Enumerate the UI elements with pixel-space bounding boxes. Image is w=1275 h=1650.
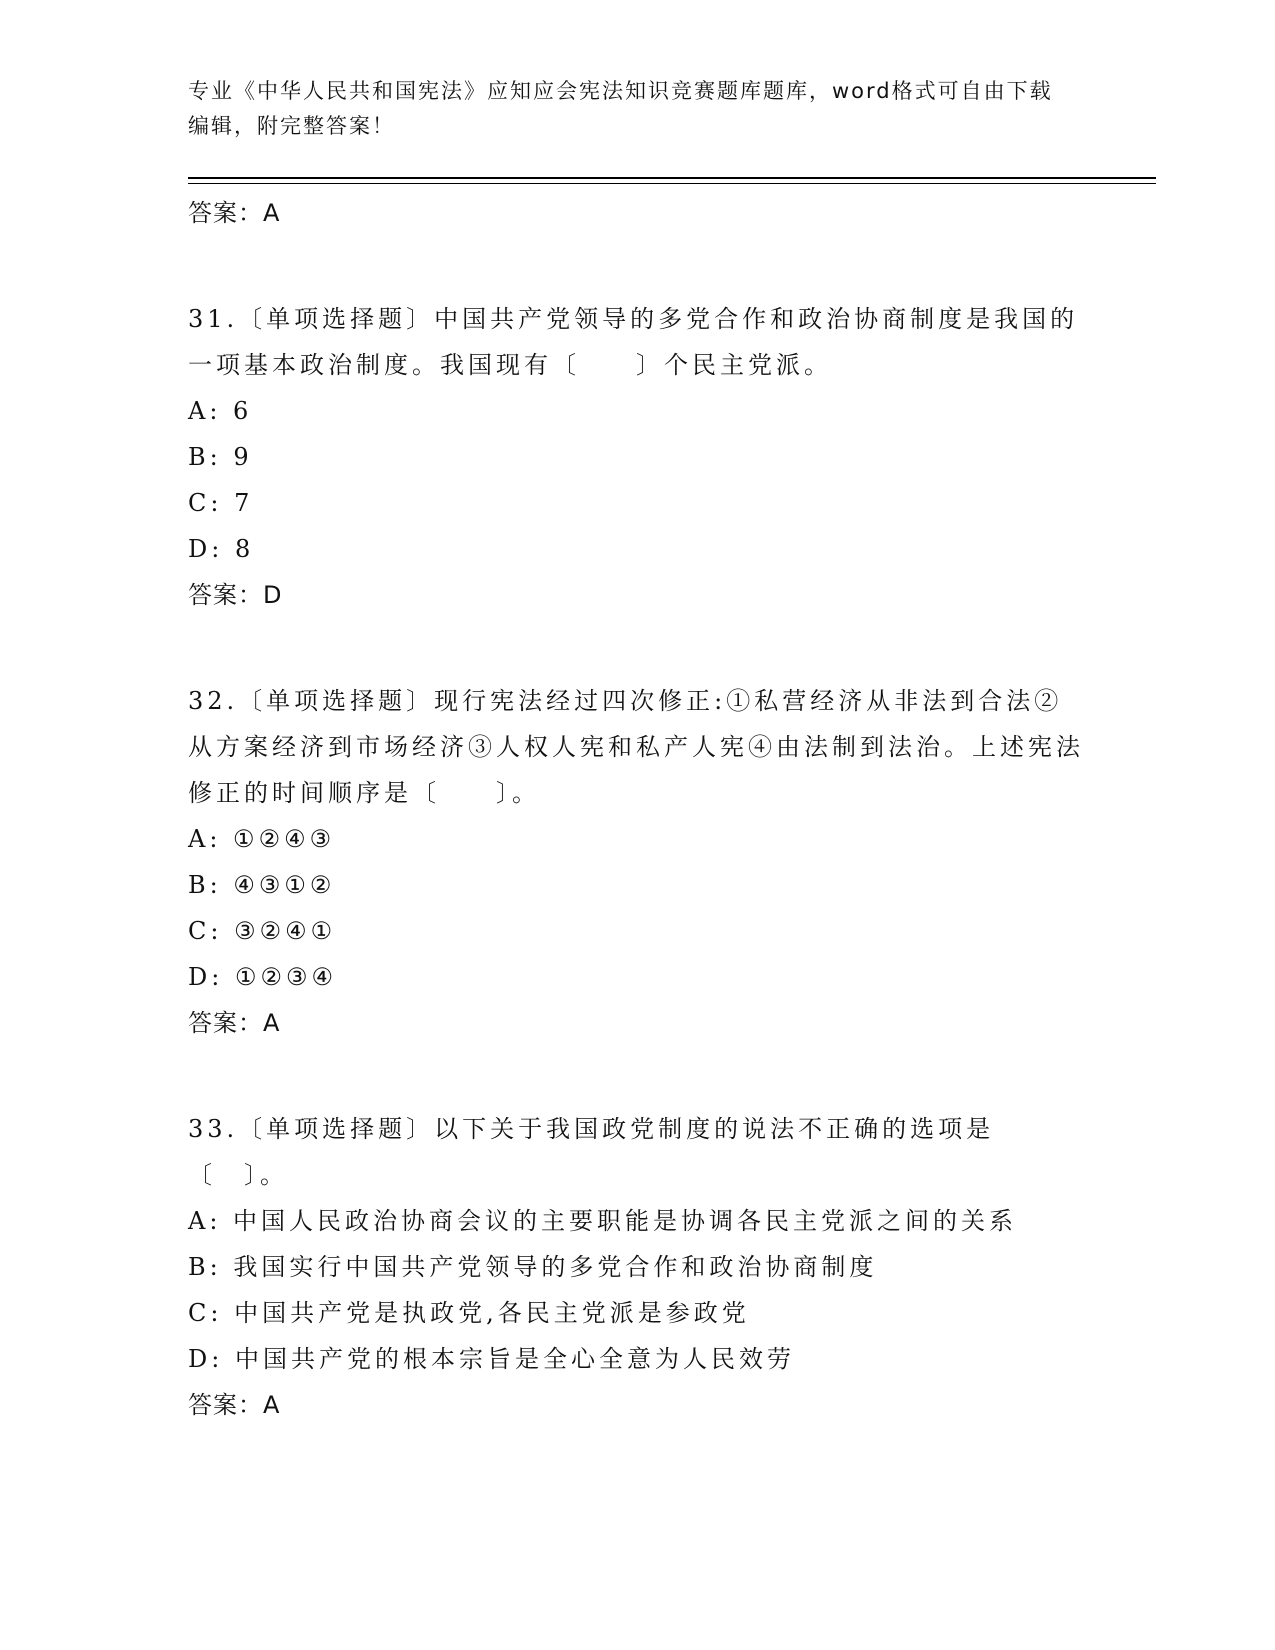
spacer <box>188 236 1088 296</box>
option-a: A: 6 <box>188 397 253 425</box>
question-33 <box>188 1106 1088 1428</box>
previous-answer: 答案：A <box>188 199 281 227</box>
option-b: B: 我国实行中国共产党领导的多党合作和政治协商制度 <box>188 1253 878 1281</box>
option-a: A: ①②④③ <box>188 825 336 853</box>
spacer <box>188 1046 1088 1106</box>
header-divider-thin <box>188 183 1156 184</box>
question-list <box>188 190 1088 1428</box>
option-b: B: 9 <box>188 443 253 471</box>
option-a: A: 中国人民政治协商会议的主要职能是协调各民主党派之间的关系 <box>188 1207 1018 1235</box>
option-d: D: 中国共产党的根本宗旨是全心全意为人民效劳 <box>188 1345 795 1373</box>
option-c: C: ③②④① <box>188 917 337 945</box>
option-b: B: ④③①② <box>188 871 336 899</box>
option-c: C: 7 <box>188 489 254 517</box>
question-stem: 33.〔单项选择题〕以下关于我国政党制度的说法不正确的选项是〔 〕。 <box>188 1115 995 1189</box>
header-divider <box>188 177 1156 179</box>
question-31 <box>188 296 1088 618</box>
question-stem: 32.〔单项选择题〕现行宪法经过四次修正:①私营经济从非法到合法②从方案经济到市场经济③人权人宪和私产人宪④由法制到法治。上述宪法修正的时间顺序是〔 〕。 <box>188 687 1084 807</box>
question-stem: 31.〔单项选择题〕中国共产党领导的多党合作和政治协商制度是我国的一项基本政治制度。我国现有〔 〕个民主党派。 <box>188 305 1079 379</box>
option-c: C: 中国共产党是执政党,各民主党派是参政党 <box>188 1299 750 1327</box>
question-32 <box>188 678 1088 1046</box>
option-d: D: 8 <box>188 535 255 563</box>
spacer <box>188 618 1088 678</box>
option-d: D: ①②③④ <box>188 963 338 991</box>
answer: 答案：A <box>188 1391 281 1419</box>
document-header: 专业《中华人民共和国宪法》应知应会宪法知识竞赛题库题库，word格式可自由下载编辑，附完整答案！ <box>188 79 1053 138</box>
answer: 答案：D <box>188 581 283 609</box>
answer: 答案：A <box>188 1009 281 1037</box>
